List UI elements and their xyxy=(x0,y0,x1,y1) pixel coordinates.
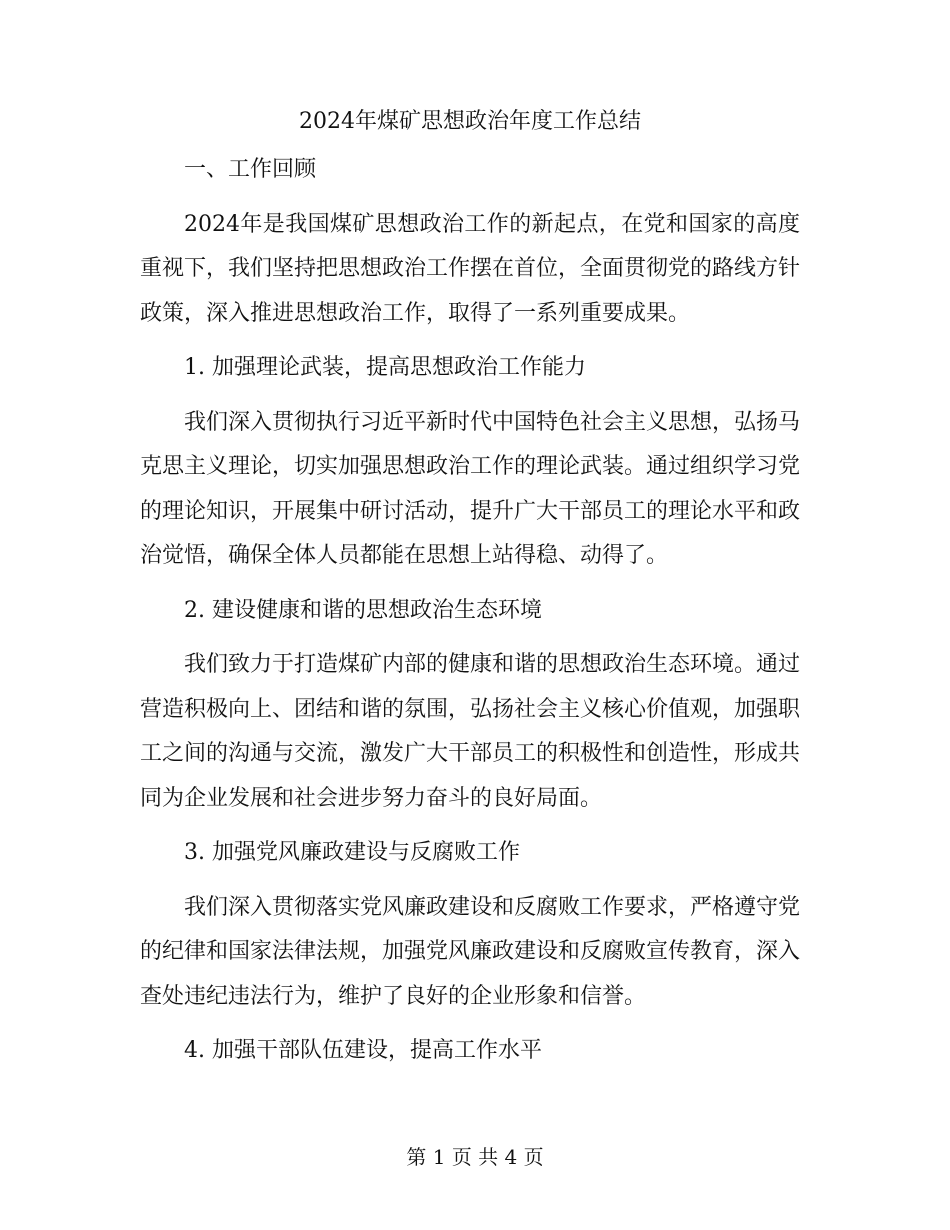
item-heading-3: 3. 加强党风廉政建设与反腐败工作 xyxy=(184,840,520,865)
document-title: 2024年煤矿思想政治年度工作总结 xyxy=(299,109,641,134)
section-heading-review: 一、工作回顾 xyxy=(184,157,317,182)
item-heading-4: 4. 加强干部队伍建设，提高工作水平 xyxy=(184,1038,542,1063)
paragraph-review: 2024年是我国煤矿思想政治工作的新起点，在党和国家的高度重视下，我们坚持把思想政治工作摆在首位，全面贯彻党的路线方针政策，深入推进思想政治工作，取得了一系列重要成果。 xyxy=(140,211,801,326)
paragraph-item-2: 我们致力于打造煤矿内部的健康和谐的思想政治生态环境。通过营造积极向上、团结和谐的氛围，弘扬社会主义核心价值观，加强职工之间的沟通与交流，激发广大干部员工的积极性和创造性，形成共同为企业发展和社会进步努力奋斗的良好局面。 xyxy=(140,652,801,811)
item-heading-2: 2. 建设健康和谐的思想政治生态环境 xyxy=(184,597,542,623)
paragraph-item-3: 我们深入贯彻落实党风廉政建设和反腐败工作要求，严格遵守党的纪律和国家法律法规，加强党风廉政建设和反腐败宣传教育，深入查处违纪违法行为，维护了良好的企业形象和信誉。 xyxy=(140,894,801,1009)
page-number-footer: 第 1 页 共 4 页 xyxy=(406,1145,544,1169)
item-heading-1: 1. 加强理论武装，提高思想政治工作能力 xyxy=(184,355,586,380)
paragraph-item-1: 我们深入贯彻执行习近平新时代中国特色社会主义思想，弘扬马克思主义理论，切实加强思想政治工作的理论武装。通过组织学习党的理论知识，开展集中研讨活动，提升广大干部员工的理论水平和政治觉悟，确保全体人员都能在思想上站得稳、动得了。 xyxy=(140,409,801,568)
document-body xyxy=(140,100,800,1084)
